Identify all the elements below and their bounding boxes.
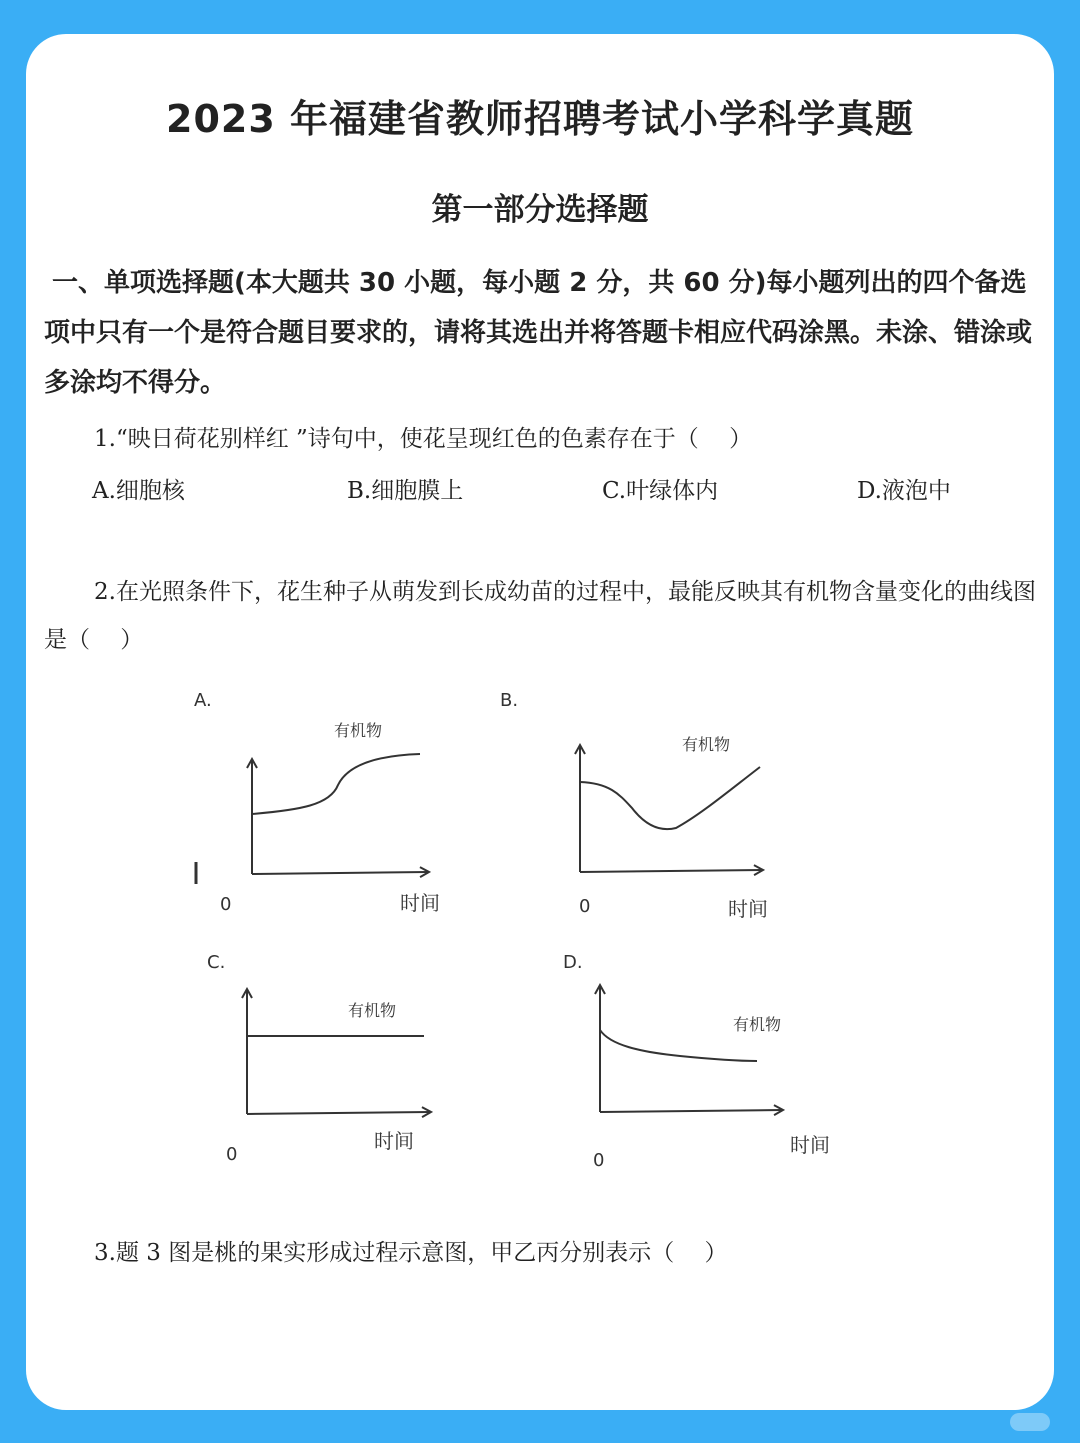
chart-a-origin: 0 (220, 894, 232, 915)
chart-b-label: B. (500, 690, 519, 711)
question-1-option-c: C.叶绿体内 (602, 478, 719, 504)
question-1-option-b: B.细胞膜上 (347, 478, 464, 504)
question-1-option-a: A.细胞核 (92, 478, 185, 504)
question-1-option-d: D.液泡中 (857, 478, 951, 504)
chart-d-curve (600, 1030, 757, 1061)
chart-b-x-label: 时间 (728, 897, 768, 921)
question-3-stem: 3.题 3 图是桃的果实形成过程示意图，甲乙丙分别表示（ ） (94, 1240, 728, 1266)
chart-b (500, 690, 768, 921)
watermark-badge (1010, 1413, 1050, 1431)
chart-c (207, 952, 430, 1165)
part-heading: 第一部分选择题 (431, 192, 649, 228)
chart-c-x-axis (247, 1112, 430, 1114)
exam-title: 2023 年福建省教师招聘考试小学科学真题 (166, 97, 914, 141)
chart-b-origin: 0 (579, 896, 591, 917)
question-1-stem: 1.“映日荷花别样红 ”诗句中，使花呈现红色的色素存在于（ ） (94, 426, 753, 452)
chart-a-x-label: 时间 (400, 891, 440, 915)
chart-a-x-axis (252, 872, 428, 874)
chart-c-x-label: 时间 (374, 1129, 414, 1153)
chart-d-origin: 0 (593, 1150, 605, 1171)
chart-a-series-label: 有机物 (334, 721, 383, 740)
chart-a-curve (252, 754, 420, 814)
chart-d-x-label: 时间 (790, 1133, 830, 1157)
chart-a-label: A. (194, 690, 212, 711)
chart-d-series-label: 有机物 (733, 1015, 782, 1034)
chart-b-series-label: 有机物 (682, 735, 731, 754)
chart-d-label: D. (563, 952, 583, 973)
chart-b-x-axis (580, 870, 762, 872)
chart-d (563, 952, 830, 1171)
question-2-stem: 2.在光照条件下，花生种子从萌发到长成幼苗的过程中，最能反映其有机物含量变化的曲线图是（ ） (44, 579, 1036, 653)
section-instructions: 一、单项选择题(本大题共 30 小题，每小题 2 分，共 60 分)每小题列出的四个备选项中只有一个是符合题目要求的，请将其选出并将答题卡相应代码涂黑。未涂、错涂或多涂均不得分。 (44, 268, 1033, 398)
chart-c-origin: 0 (226, 1144, 238, 1165)
chart-c-series-label: 有机物 (348, 1001, 397, 1020)
chart-b-curve (580, 767, 760, 829)
chart-c-label: C. (207, 952, 226, 973)
chart-d-x-axis (600, 1110, 782, 1112)
chart-a (194, 690, 440, 915)
